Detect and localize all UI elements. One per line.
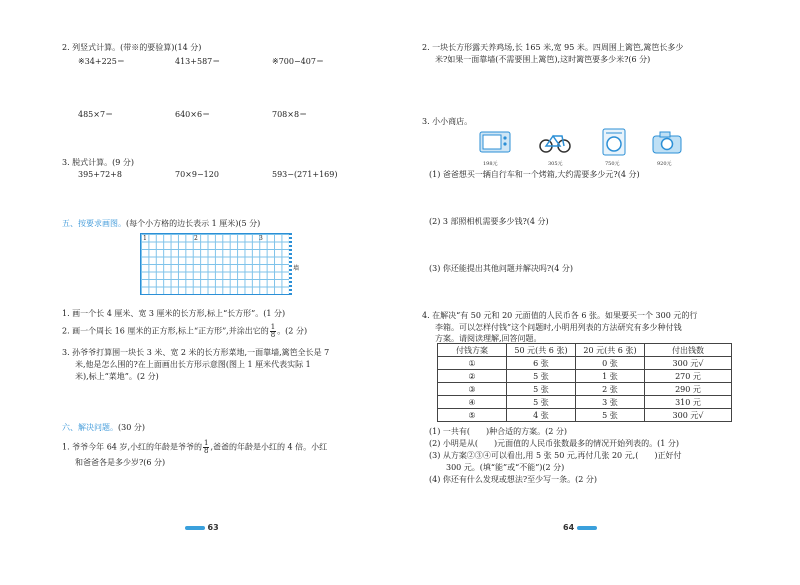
page-number-left (185, 523, 219, 532)
table-cell: 300 元√ (645, 357, 732, 370)
fraction-numerator: 1 (270, 323, 276, 331)
table-cell: 6 张 (507, 357, 576, 370)
table-header: 20 元(共 6 张) (576, 344, 645, 357)
sec6-q1-line2: 和爸爸各是多少岁?(6 分) (75, 458, 166, 467)
shop-sub2: (2) 3 部照相机需要多少钱?(4 分) (429, 217, 549, 226)
payment-table (437, 343, 732, 422)
fraction-denominator: 8 (203, 447, 209, 455)
table-cell: 5 张 (507, 383, 576, 396)
sec5-q3-line2: 米,他是怎么围的?在上面画出长方形示意图(图上 1 厘米代表实际 1 (75, 360, 311, 369)
sec5-q2-tail: 。(2 分) (277, 326, 308, 336)
section-6-score: (30 分) (118, 423, 145, 432)
fraction-numerator: 1 (203, 439, 209, 447)
r-q4-a2: (2) 小明是从( )元面值的人民币张数最多的情况开始列表的。(1 分) (429, 439, 679, 448)
table-cell: 310 元 (645, 396, 732, 409)
price-camera: 920元 (657, 161, 672, 167)
drawing-grid[interactable] (140, 233, 290, 295)
table-header: 付出钱数 (645, 344, 732, 357)
sec6-q1 (62, 440, 327, 455)
table-cell: ③ (438, 383, 507, 396)
r-q2-line1: 2. 一块长方形露天养鸡场,长 165 米,宽 95 米。四周围上篱笆,篱笆长多少 (422, 43, 684, 52)
section-6-title: 六、解决问题。 (62, 423, 118, 432)
table-row (438, 370, 732, 383)
table-cell: 5 张 (507, 396, 576, 409)
table-header-row (438, 344, 732, 357)
table-cell: ④ (438, 396, 507, 409)
wall-hatch (289, 231, 292, 295)
fraction (203, 440, 209, 455)
sec5-q3-line1: 3. 孙爷爷打算围一块长 3 米、宽 2 米的长方形菜地,一面靠墙,篱笆全长是 7 (62, 348, 330, 357)
r-q4-a1: (1) 一共有( )种合适的方案。(2 分) (429, 427, 567, 436)
table-cell: 2 张 (576, 383, 645, 396)
section-5-title: 五、按要求画图。 (62, 219, 126, 228)
page-number: 63 (207, 523, 219, 532)
table-cell: 0 张 (576, 357, 645, 370)
table-cell: 1 张 (576, 370, 645, 383)
table-cell: 5 张 (507, 370, 576, 383)
q3-title: 3. 脱式计算。(9 分) (62, 158, 135, 167)
q2-title: 2. 列竖式计算。(带※的要验算)(14 分) (62, 43, 202, 52)
table-cell: 270 元 (645, 370, 732, 383)
table-cell: ⑤ (438, 409, 507, 422)
r-q4-a3-line1: (3) 从方案②③④可以看出,用 5 张 50 元,再付几张 20 元,( )正好付 (429, 451, 682, 460)
price-bicycle: 305元 (548, 161, 563, 167)
table-header: 50 元(共 6 张) (507, 344, 576, 357)
calc-item: ※34+225＝ (78, 57, 125, 66)
section-6-header (62, 422, 145, 433)
r-q2-line2: 米?如果一面靠墙(不需要围上篱笆),这时篱笆要多少米?(6 分) (435, 55, 651, 64)
sec5-q3-line3: 米),标上“菜地”。(2 分) (75, 372, 159, 381)
table-cell: 290 元 (645, 383, 732, 396)
table-cell: 3 张 (576, 396, 645, 409)
camera-icon (650, 128, 684, 156)
table-cell: ① (438, 357, 507, 370)
sec5-q2-text: 2. 画一个周长 16 厘米的正方形,标上“正方形”,并涂出它的 (62, 326, 269, 336)
table-row (438, 357, 732, 370)
calc-item: ※700−407＝ (272, 57, 324, 66)
fraction-denominator: 8 (270, 331, 276, 339)
page-number-right (563, 523, 597, 532)
sec6-q1-tail: ,爸爸的年龄是小红的 4 倍。小红 (210, 442, 328, 452)
price-oven: 198元 (483, 161, 498, 167)
r-q4-line3: 方案。请阅读理解,回答问题。 (435, 334, 542, 343)
table-cell: 300 元√ (645, 409, 732, 422)
table-row (438, 383, 732, 396)
shop-title: 3. 小小商店。 (422, 117, 473, 126)
fraction (270, 324, 276, 339)
page-number: 64 (563, 523, 575, 532)
calc-item: 395+72+8 (78, 170, 122, 179)
table-cell: 5 张 (576, 409, 645, 422)
table-row (438, 409, 732, 422)
r-q4-a4: (4) 你还有什么发现或想法?至少写一条。(2 分) (429, 475, 598, 484)
bicycle-icon (538, 128, 572, 156)
pencil-icon (577, 526, 597, 530)
wall-label: 墙 (293, 265, 300, 272)
shop-sub3: (3) 你还能提出其他问题并解决吗?(4 分) (429, 264, 574, 273)
section-5-note: (每个小方格的边长表示 1 厘米)(5 分) (126, 219, 261, 228)
calc-item: 413+587＝ (175, 57, 221, 66)
sec5-q1: 1. 画一个长 4 厘米、宽 3 厘米的长方形,标上“长方形”。(1 分) (62, 309, 286, 318)
table-row (438, 396, 732, 409)
shop-sub1: (1) 爸爸想买一辆自行车和一个烤箱,大约需要多少元?(4 分) (429, 170, 640, 179)
calc-item: 485×7＝ (78, 110, 114, 119)
section-5-header (62, 218, 260, 229)
grid-label: 2 (194, 235, 198, 242)
grid-label: 1 (143, 235, 147, 242)
r-q4-line2: 李箱。可以怎样付钱”这个问题时,小明用列表的方法研究有多少种付钱 (435, 323, 682, 332)
grid-label: 3 (259, 235, 263, 242)
washing-machine-icon (597, 128, 631, 156)
price-washer: 750元 (605, 161, 620, 167)
calc-item: 70×9−120 (175, 170, 219, 179)
table-cell: ② (438, 370, 507, 383)
sec5-q2 (62, 324, 307, 339)
oven-icon (478, 128, 512, 156)
pencil-icon (185, 526, 205, 530)
calc-item: 708×8＝ (272, 110, 308, 119)
r-q4-line1: 4. 在解决“有 50 元和 20 元面值的人民币各 6 张。如果要买一个 300 元的行 (422, 311, 698, 320)
calc-item: 640×6＝ (175, 110, 211, 119)
table-cell: 4 张 (507, 409, 576, 422)
r-q4-a3-line2: 300 元。(填“能”或“不能”)(2 分) (446, 463, 565, 472)
calc-item: 593−(271+169) (272, 170, 338, 179)
sec6-q1-text: 1. 爷爷今年 64 岁,小红的年龄是爷爷的 (62, 442, 202, 452)
table-header: 付钱方案 (438, 344, 507, 357)
